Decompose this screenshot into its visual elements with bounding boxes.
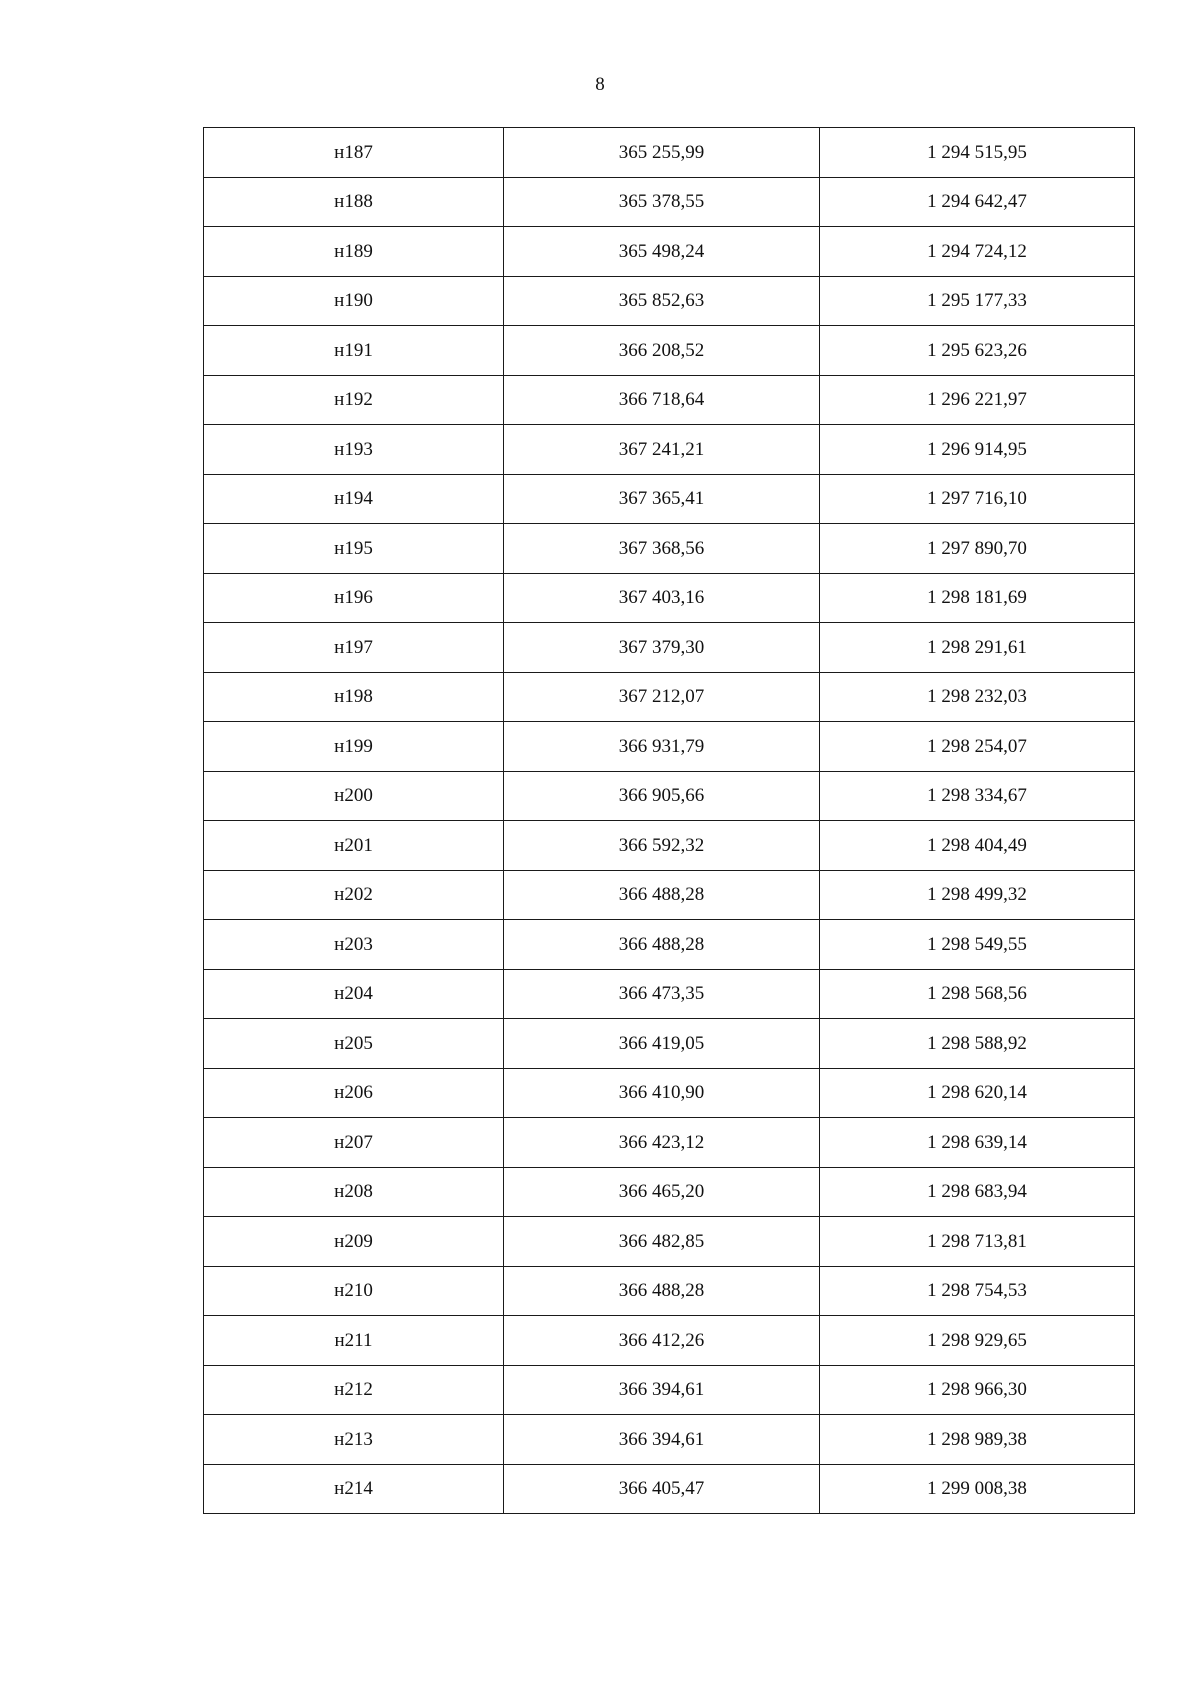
y-coordinate-cell: 1 296 221,97 bbox=[820, 375, 1135, 425]
point-id-cell: н192 bbox=[204, 375, 504, 425]
x-coordinate-cell: 367 241,21 bbox=[504, 425, 820, 475]
x-coordinate-cell: 365 498,24 bbox=[504, 227, 820, 277]
x-coordinate-cell: 366 931,79 bbox=[504, 722, 820, 772]
table-row bbox=[204, 1167, 1135, 1217]
y-coordinate-cell: 1 298 549,55 bbox=[820, 920, 1135, 970]
x-coordinate-cell: 366 394,61 bbox=[504, 1415, 820, 1465]
point-id-cell: н203 bbox=[204, 920, 504, 970]
x-coordinate-cell: 366 488,28 bbox=[504, 920, 820, 970]
table-row bbox=[204, 177, 1135, 227]
table-row bbox=[204, 1068, 1135, 1118]
point-id-cell: н202 bbox=[204, 870, 504, 920]
x-coordinate-cell: 366 488,28 bbox=[504, 1266, 820, 1316]
y-coordinate-cell: 1 298 989,38 bbox=[820, 1415, 1135, 1465]
x-coordinate-cell: 366 208,52 bbox=[504, 326, 820, 376]
point-id-cell: н190 bbox=[204, 276, 504, 326]
table-row bbox=[204, 1365, 1135, 1415]
point-id-cell: н200 bbox=[204, 771, 504, 821]
table-row bbox=[204, 128, 1135, 178]
table-row bbox=[204, 375, 1135, 425]
table-row bbox=[204, 326, 1135, 376]
point-id-cell: н191 bbox=[204, 326, 504, 376]
x-coordinate-cell: 366 718,64 bbox=[504, 375, 820, 425]
point-id-cell: н194 bbox=[204, 474, 504, 524]
x-coordinate-cell: 366 394,61 bbox=[504, 1365, 820, 1415]
table-row bbox=[204, 227, 1135, 277]
table-row bbox=[204, 573, 1135, 623]
point-id-cell: н201 bbox=[204, 821, 504, 871]
table-row bbox=[204, 920, 1135, 970]
y-coordinate-cell: 1 298 291,61 bbox=[820, 623, 1135, 673]
table-row bbox=[204, 1217, 1135, 1267]
y-coordinate-cell: 1 297 890,70 bbox=[820, 524, 1135, 574]
point-id-cell: н207 bbox=[204, 1118, 504, 1168]
x-coordinate-cell: 366 473,35 bbox=[504, 969, 820, 1019]
table-row bbox=[204, 276, 1135, 326]
y-coordinate-cell: 1 298 588,92 bbox=[820, 1019, 1135, 1069]
y-coordinate-cell: 1 298 966,30 bbox=[820, 1365, 1135, 1415]
x-coordinate-cell: 367 365,41 bbox=[504, 474, 820, 524]
x-coordinate-cell: 366 482,85 bbox=[504, 1217, 820, 1267]
x-coordinate-cell: 367 379,30 bbox=[504, 623, 820, 673]
x-coordinate-cell: 366 419,05 bbox=[504, 1019, 820, 1069]
point-id-cell: н187 bbox=[204, 128, 504, 178]
x-coordinate-cell: 365 255,99 bbox=[504, 128, 820, 178]
point-id-cell: н188 bbox=[204, 177, 504, 227]
y-coordinate-cell: 1 294 515,95 bbox=[820, 128, 1135, 178]
table-row bbox=[204, 425, 1135, 475]
table-row bbox=[204, 969, 1135, 1019]
point-id-cell: н211 bbox=[204, 1316, 504, 1366]
x-coordinate-cell: 366 412,26 bbox=[504, 1316, 820, 1366]
table-row bbox=[204, 1464, 1135, 1514]
point-id-cell: н206 bbox=[204, 1068, 504, 1118]
table-row bbox=[204, 1415, 1135, 1465]
point-id-cell: н209 bbox=[204, 1217, 504, 1267]
y-coordinate-cell: 1 298 754,53 bbox=[820, 1266, 1135, 1316]
y-coordinate-cell: 1 297 716,10 bbox=[820, 474, 1135, 524]
x-coordinate-cell: 367 368,56 bbox=[504, 524, 820, 574]
coordinates-table-body bbox=[204, 128, 1135, 1514]
point-id-cell: н197 bbox=[204, 623, 504, 673]
x-coordinate-cell: 366 592,32 bbox=[504, 821, 820, 871]
x-coordinate-cell: 365 378,55 bbox=[504, 177, 820, 227]
table-row bbox=[204, 821, 1135, 871]
table-row bbox=[204, 623, 1135, 673]
y-coordinate-cell: 1 298 713,81 bbox=[820, 1217, 1135, 1267]
x-coordinate-cell: 366 405,47 bbox=[504, 1464, 820, 1514]
y-coordinate-cell: 1 298 404,49 bbox=[820, 821, 1135, 871]
y-coordinate-cell: 1 298 181,69 bbox=[820, 573, 1135, 623]
y-coordinate-cell: 1 298 639,14 bbox=[820, 1118, 1135, 1168]
point-id-cell: н193 bbox=[204, 425, 504, 475]
table-row bbox=[204, 524, 1135, 574]
point-id-cell: н198 bbox=[204, 672, 504, 722]
y-coordinate-cell: 1 298 232,03 bbox=[820, 672, 1135, 722]
x-coordinate-cell: 365 852,63 bbox=[504, 276, 820, 326]
table-row bbox=[204, 1316, 1135, 1366]
y-coordinate-cell: 1 294 642,47 bbox=[820, 177, 1135, 227]
x-coordinate-cell: 366 410,90 bbox=[504, 1068, 820, 1118]
x-coordinate-cell: 367 212,07 bbox=[504, 672, 820, 722]
table-row bbox=[204, 1019, 1135, 1069]
y-coordinate-cell: 1 298 929,65 bbox=[820, 1316, 1135, 1366]
y-coordinate-cell: 1 298 334,67 bbox=[820, 771, 1135, 821]
table-row bbox=[204, 672, 1135, 722]
table-row bbox=[204, 722, 1135, 772]
point-id-cell: н210 bbox=[204, 1266, 504, 1316]
y-coordinate-cell: 1 299 008,38 bbox=[820, 1464, 1135, 1514]
y-coordinate-cell: 1 296 914,95 bbox=[820, 425, 1135, 475]
y-coordinate-cell: 1 294 724,12 bbox=[820, 227, 1135, 277]
y-coordinate-cell: 1 298 568,56 bbox=[820, 969, 1135, 1019]
y-coordinate-cell: 1 295 623,26 bbox=[820, 326, 1135, 376]
x-coordinate-cell: 367 403,16 bbox=[504, 573, 820, 623]
x-coordinate-cell: 366 423,12 bbox=[504, 1118, 820, 1168]
table-row bbox=[204, 870, 1135, 920]
table-row bbox=[204, 1118, 1135, 1168]
y-coordinate-cell: 1 298 620,14 bbox=[820, 1068, 1135, 1118]
point-id-cell: н208 bbox=[204, 1167, 504, 1217]
table-row bbox=[204, 1266, 1135, 1316]
x-coordinate-cell: 366 905,66 bbox=[504, 771, 820, 821]
y-coordinate-cell: 1 298 499,32 bbox=[820, 870, 1135, 920]
point-id-cell: н205 bbox=[204, 1019, 504, 1069]
point-id-cell: н196 bbox=[204, 573, 504, 623]
x-coordinate-cell: 366 488,28 bbox=[504, 870, 820, 920]
point-id-cell: н189 bbox=[204, 227, 504, 277]
table-row bbox=[204, 771, 1135, 821]
point-id-cell: н204 bbox=[204, 969, 504, 1019]
point-id-cell: н214 bbox=[204, 1464, 504, 1514]
point-id-cell: н212 bbox=[204, 1365, 504, 1415]
page-number: 8 bbox=[595, 74, 605, 95]
point-id-cell: н199 bbox=[204, 722, 504, 772]
coordinates-table bbox=[203, 127, 1135, 1514]
y-coordinate-cell: 1 295 177,33 bbox=[820, 276, 1135, 326]
y-coordinate-cell: 1 298 254,07 bbox=[820, 722, 1135, 772]
x-coordinate-cell: 366 465,20 bbox=[504, 1167, 820, 1217]
table-row bbox=[204, 474, 1135, 524]
y-coordinate-cell: 1 298 683,94 bbox=[820, 1167, 1135, 1217]
point-id-cell: н213 bbox=[204, 1415, 504, 1465]
point-id-cell: н195 bbox=[204, 524, 504, 574]
